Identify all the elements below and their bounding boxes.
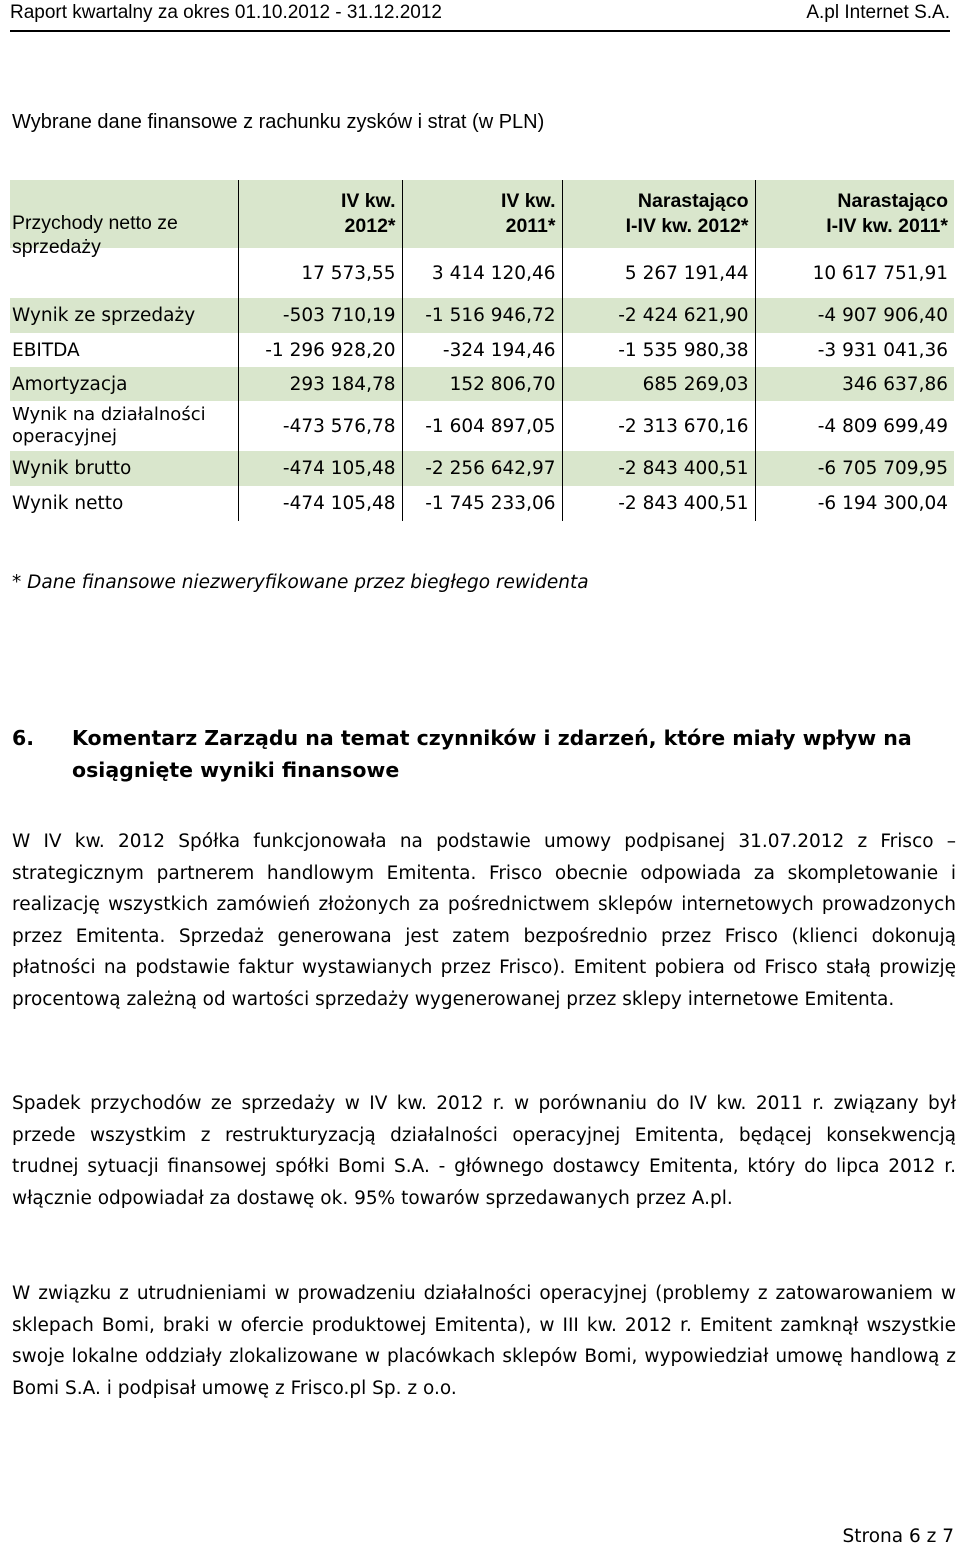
row-label: Przychody netto ze sprzedaży [12,212,178,258]
table-cell: -1 745 233,06 [402,486,562,521]
table-row [10,486,954,521]
table-cell: -473 576,78 [238,401,402,451]
table-cell: -474 105,48 [238,486,402,521]
table-cell: -4 809 699,49 [755,401,954,451]
table-cell: -474 105,48 [238,451,402,486]
table-cell: 152 806,70 [402,367,562,401]
column-header: Narastająco I-IV kw. 2011* [755,180,954,248]
page-header [10,0,950,32]
table-cell: -503 710,19 [238,298,402,333]
table-row [10,367,954,401]
table-cell: -2 843 400,51 [562,451,755,486]
table-cell: -1 296 928,20 [238,333,402,367]
row-label: EBITDA [12,339,80,361]
table-row [10,401,954,451]
page-number: Strona 6 z 7 [842,1526,954,1547]
column-header: Narastająco I-IV kw. 2012* [562,180,755,248]
company-name: A.pl Internet S.A. [806,2,950,23]
table-cell: -1 604 897,05 [402,401,562,451]
column-header: IV kw. 2012* [238,180,402,248]
row-label: Wynik netto [12,493,124,514]
table-cell: -2 424 621,90 [562,298,755,333]
table-cell: -3 931 041,36 [755,333,954,367]
row-label: Wynik brutto [10,451,238,486]
table-row [10,248,954,298]
table-cell: 3 414 120,46 [402,248,562,298]
table-cell: -6 194 300,04 [755,486,954,521]
table-cell: 5 267 191,44 [562,248,755,298]
table-cell: 685 269,03 [562,367,755,401]
row-label: Wynik ze sprzedaży [10,298,238,333]
section-heading-text: Komentarz Zarządu na temat czynników i zdarzeń, które miały wpływ na osiągnięte wyniki finansowe [72,726,912,782]
table-cell: 17 573,55 [238,248,402,298]
paragraph: Spadek przychodów ze sprzedaży w IV kw. 2012 r. w porównaniu do IV kw. 2011 r. związany był przede wszystkim z restrukturyzacją działalności operacyjnej Emitenta, będącej konsekwencją trudnej sytuacji finansowej spółki Bomi S.A. - głównego dostawcy Emitenta, który do lipca 2012 r. włącznie odpowiadał za dostawę ok. 95% towarów sprzedawanych przez A.pl. [12,1093,956,1209]
table-cell: -1 516 946,72 [402,298,562,333]
table-cell: -2 843 400,51 [562,486,755,521]
table-cell: 293 184,78 [238,367,402,401]
row-label: Amortyzacja [10,367,238,401]
row-label: Wynik na działalności operacyjnej [12,404,206,447]
table-cell: -2 256 642,97 [402,451,562,486]
table-cell: 346 637,86 [755,367,954,401]
table-row [10,333,954,367]
section-number: 6. [12,726,35,750]
table-row [10,451,954,486]
column-header: IV kw. 2011* [402,180,562,248]
paragraph: W IV kw. 2012 Spółka funkcjonowała na podstawie umowy podpisanej 31.07.2012 z Frisco – strategicznym partnerem handlowym Emitenta. Frisco obecnie odpowiada za skompletowanie i realizację wszystkich zamówień złożonych za pośrednictwem sklepów internetowych prowadzonych przez Emitenta. Sprzedaż generowana jest zatem bezpośrednio przez Frisco (klienci dokonują płatności na podstawie faktur wystawianych przez Frisco). Emitent pobiera od Frisco stałą prowizję procentową zależną od wartości sprzedaży wygenerowanej przez sklepy internetowe Emitenta. [12,831,956,1010]
table-cell: -1 535 980,38 [562,333,755,367]
report-title: Raport kwartalny za okres 01.10.2012 - 31.12.2012 [10,2,442,23]
table-row [10,298,954,333]
financial-table [10,180,954,521]
table-cell: -324 194,46 [402,333,562,367]
table-cell: -2 313 670,16 [562,401,755,451]
paragraph: W związku z utrudnieniami w prowadzeniu działalności operacyjnej (problemy z zatowarowaniem w sklepach Bomi, braki w ofercie produktowej Emitenta), w III kw. 2012 r. Emitent zamknął wszystkie swoje lokalne oddziały zlokalizowane w placówkach sklepów Bomi, wypowiedział umowę handlową z Bomi S.A. i podpisał umowę z Frisco.pl Sp. z o.o. [12,1283,956,1399]
table-cell: -4 907 906,40 [755,298,954,333]
table-footnote: * Dane finansowe niezweryfikowane przez biegłego rewidenta [12,572,589,593]
table-cell: 10 617 751,91 [755,248,954,298]
table-cell: -6 705 709,95 [755,451,954,486]
section-title: Wybrane dane finansowe z rachunku zysków i strat (w PLN) [12,111,545,133]
